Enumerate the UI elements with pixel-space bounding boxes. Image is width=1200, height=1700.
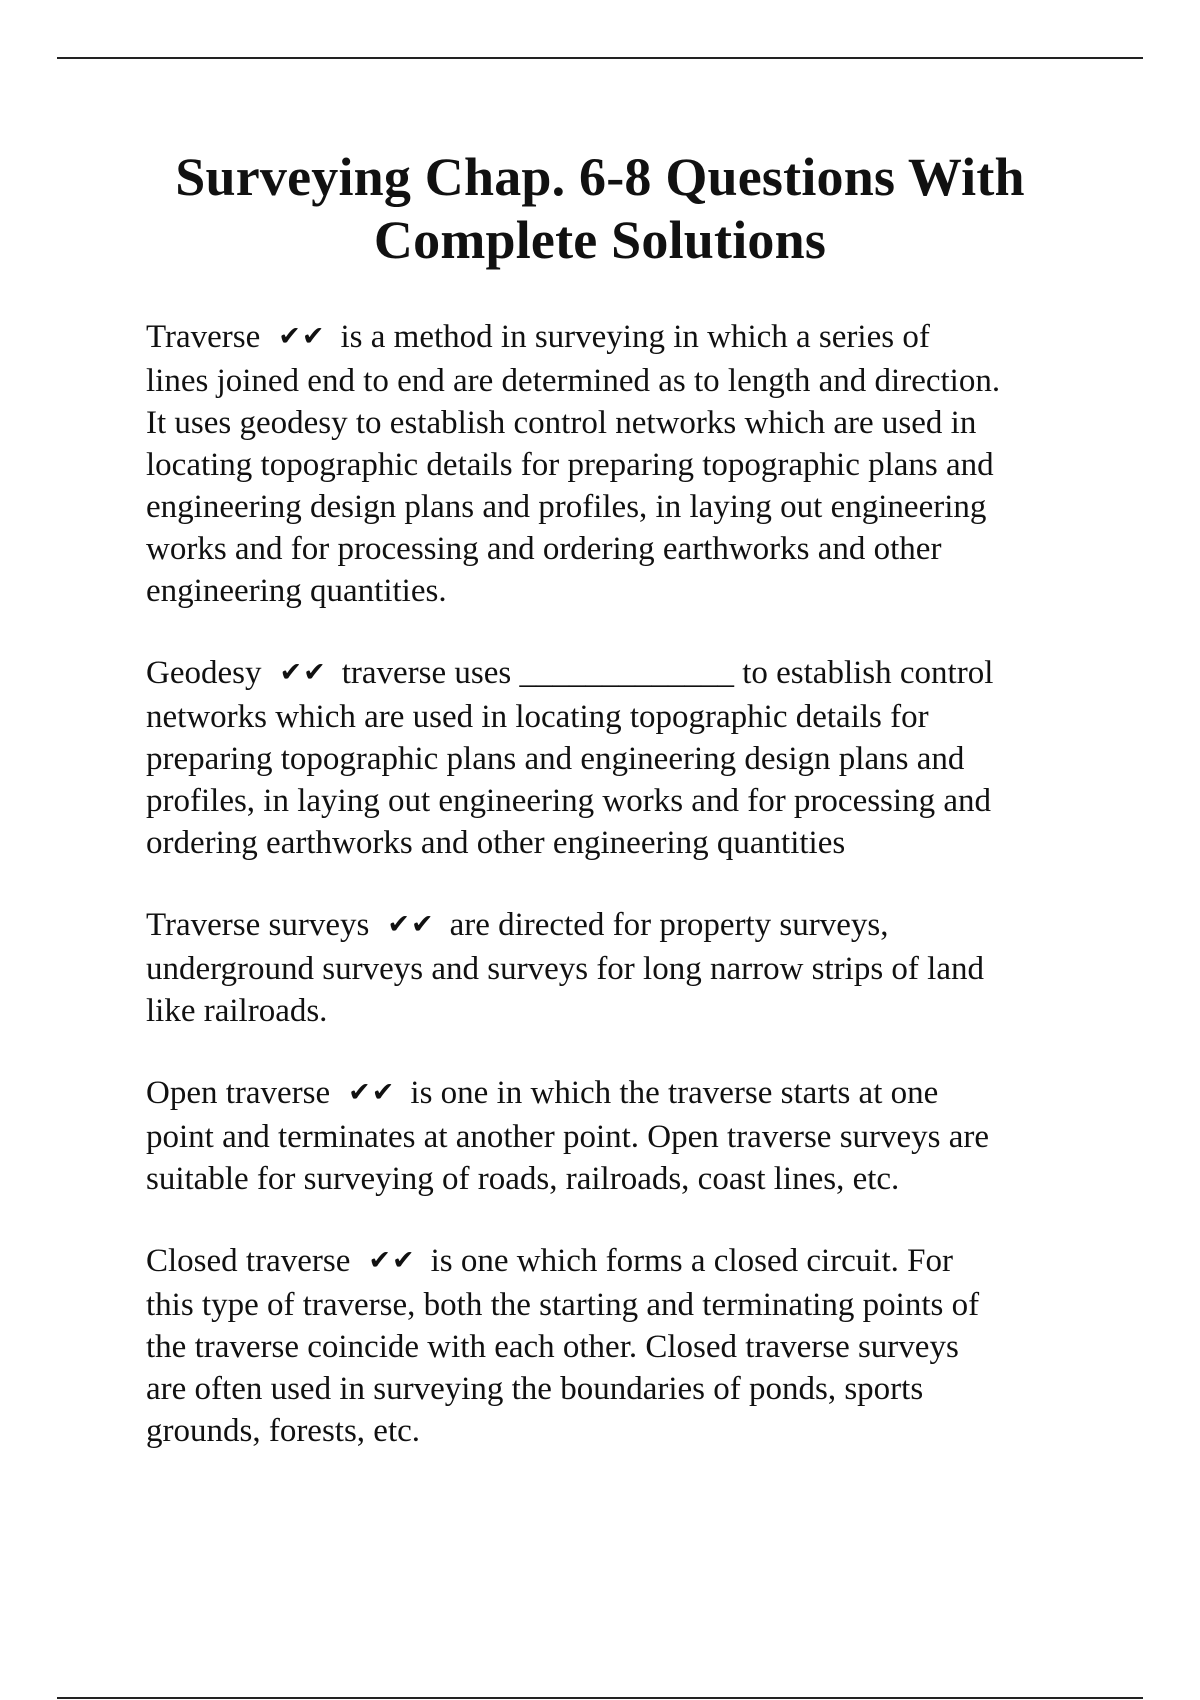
qa-entry-closed-traverse xyxy=(146,1240,1106,1452)
definition: traverse uses _____________ to establish control networks which are used in locating topographic details for preparing topographic plans and engineering design plans and profiles, in laying out engineering works and for processing and ordering earthworks and other engineering quantities xyxy=(146,655,994,861)
bottom-divider xyxy=(57,1697,1143,1699)
qa-entry-geodesy xyxy=(146,652,1106,864)
definition: is one which forms a closed circuit. For this type of traverse, both the starting and terminating points of the traverse coincide with each other. Closed traverse surveys are often used in surveying the boundaries of ponds, sports grounds, forests, etc. xyxy=(146,1243,980,1449)
qa-entry-traverse-surveys xyxy=(146,904,1106,1032)
title-line-2: Complete Solutions xyxy=(373,210,827,270)
check-icon: ✔✔ xyxy=(278,321,326,352)
check-icon: ✔✔ xyxy=(387,909,435,940)
term: Closed traverse xyxy=(146,1243,351,1279)
top-divider xyxy=(57,57,1143,59)
definition: is a method in surveying in which a series of lines joined end to end are determined as to length and direction. It uses geodesy to establish control networks which are used in locating topographic details for preparing topographic plans and engineering design plans and profiles, in laying out engineering works and for processing and ordering earthworks and other engineering quantities. xyxy=(146,319,1001,609)
qa-list xyxy=(146,316,1106,1492)
check-icon: ✔✔ xyxy=(368,1245,416,1276)
definition: is one in which the traverse starts at one point and terminates at another point. Open traverse surveys are suitable for surveying of roads, railroads, coast lines, etc. xyxy=(146,1075,990,1197)
page-title xyxy=(100,146,1100,272)
term: Traverse surveys xyxy=(146,907,370,943)
term: Traverse xyxy=(146,319,261,355)
check-icon: ✔✔ xyxy=(348,1077,396,1108)
title-line-1: Surveying Chap. 6-8 Questions With xyxy=(175,147,1025,207)
qa-entry-traverse xyxy=(146,316,1106,612)
definition: are directed for property surveys, underground surveys and surveys for long narrow strips of land like railroads. xyxy=(146,907,984,1029)
term: Geodesy xyxy=(146,655,262,691)
qa-entry-open-traverse xyxy=(146,1072,1106,1200)
check-icon: ✔✔ xyxy=(279,657,327,688)
term: Open traverse xyxy=(146,1075,331,1111)
